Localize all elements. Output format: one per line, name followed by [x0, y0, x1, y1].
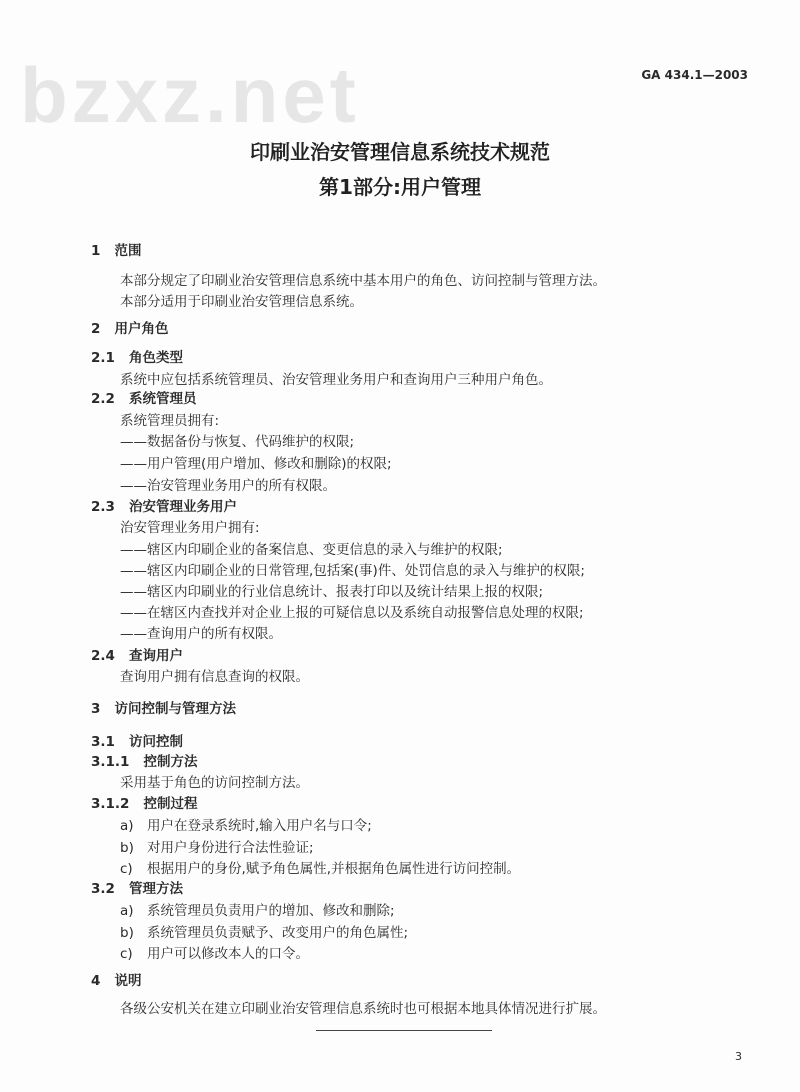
paragraph: 系统管理员拥有:: [120, 413, 220, 429]
section-heading: 3.1 访问控制: [91, 734, 184, 750]
paragraph: 治安管理业务用户拥有:: [120, 520, 260, 536]
paragraph: 各级公安机关在建立印刷业治安管理信息系统时也可根据本地具体情况进行扩展。: [120, 1001, 606, 1017]
end-rule: [316, 1030, 492, 1032]
section-heading: 2.1 角色类型: [91, 350, 184, 366]
doc-subtitle: 第1部分:用户管理: [319, 175, 481, 199]
standard-code: GA 434.1—2003: [641, 68, 748, 82]
section-heading: 2.3 治安管理业务用户: [91, 499, 238, 515]
section-heading: 3.1.1 控制方法: [91, 754, 198, 770]
paragraph: 查询用户拥有信息查询的权限。: [120, 669, 309, 685]
section-heading: 3 访问控制与管理方法: [91, 701, 237, 717]
page-number: 3: [735, 1050, 742, 1063]
section-heading: 2.2 系统管理员: [91, 391, 197, 407]
list-item: c) 根据用户的身份,赋予角色属性,并根据角色属性进行访问控制。: [120, 861, 521, 877]
section-heading: 3.1.2 控制过程: [91, 796, 198, 812]
list-item: ——在辖区内查找并对企业上报的可疑信息以及系统自动报警信息处理的权限;: [120, 605, 584, 621]
list-item: ——查询用户的所有权限。: [120, 626, 282, 642]
paragraph: 采用基于角色的访问控制方法。: [120, 775, 309, 791]
paragraph: 系统中应包括系统管理员、治安管理业务用户和查询用户三种用户角色。: [120, 372, 552, 388]
list-item: a) 用户在登录系统时,输入用户名与口令;: [120, 818, 372, 834]
list-item: b) 系统管理员负责赋予、改变用户的角色属性;: [120, 925, 409, 941]
list-item: a) 系统管理员负责用户的增加、修改和删除;: [120, 903, 395, 919]
list-item: ——辖区内印刷企业的备案信息、变更信息的录入与维护的权限;: [120, 542, 503, 558]
section-heading: 2.4 查询用户: [91, 648, 184, 664]
list-item: ——用户管理(用户增加、修改和删除)的权限;: [120, 456, 392, 472]
paragraph: 本部分规定了印刷业治安管理信息系统中基本用户的角色、访问控制与管理方法。: [120, 273, 606, 289]
section-heading: 2 用户角色: [91, 321, 169, 337]
watermark: bzxz.net: [20, 51, 360, 139]
section-heading: 1 范围: [91, 243, 142, 259]
section-heading: 4 说明: [91, 973, 142, 989]
section-heading: 3.2 管理方法: [91, 881, 184, 897]
list-item: b) 对用户身份进行合法性验证;: [120, 840, 314, 856]
doc-title: 印刷业治安管理信息系统技术规范: [250, 140, 550, 164]
paragraph: 本部分适用于印刷业治安管理信息系统。: [120, 294, 363, 310]
list-item: ——辖区内印刷业的行业信息统计、报表打印以及统计结果上报的权限;: [120, 584, 544, 600]
list-item: c) 用户可以修改本人的口令。: [120, 946, 309, 962]
list-item: ——辖区内印刷企业的日常管理,包括案(事)件、处罚信息的录入与维护的权限;: [120, 563, 585, 579]
list-item: ——治安管理业务用户的所有权限。: [120, 478, 336, 494]
list-item: ——数据备份与恢复、代码维护的权限;: [120, 434, 355, 450]
